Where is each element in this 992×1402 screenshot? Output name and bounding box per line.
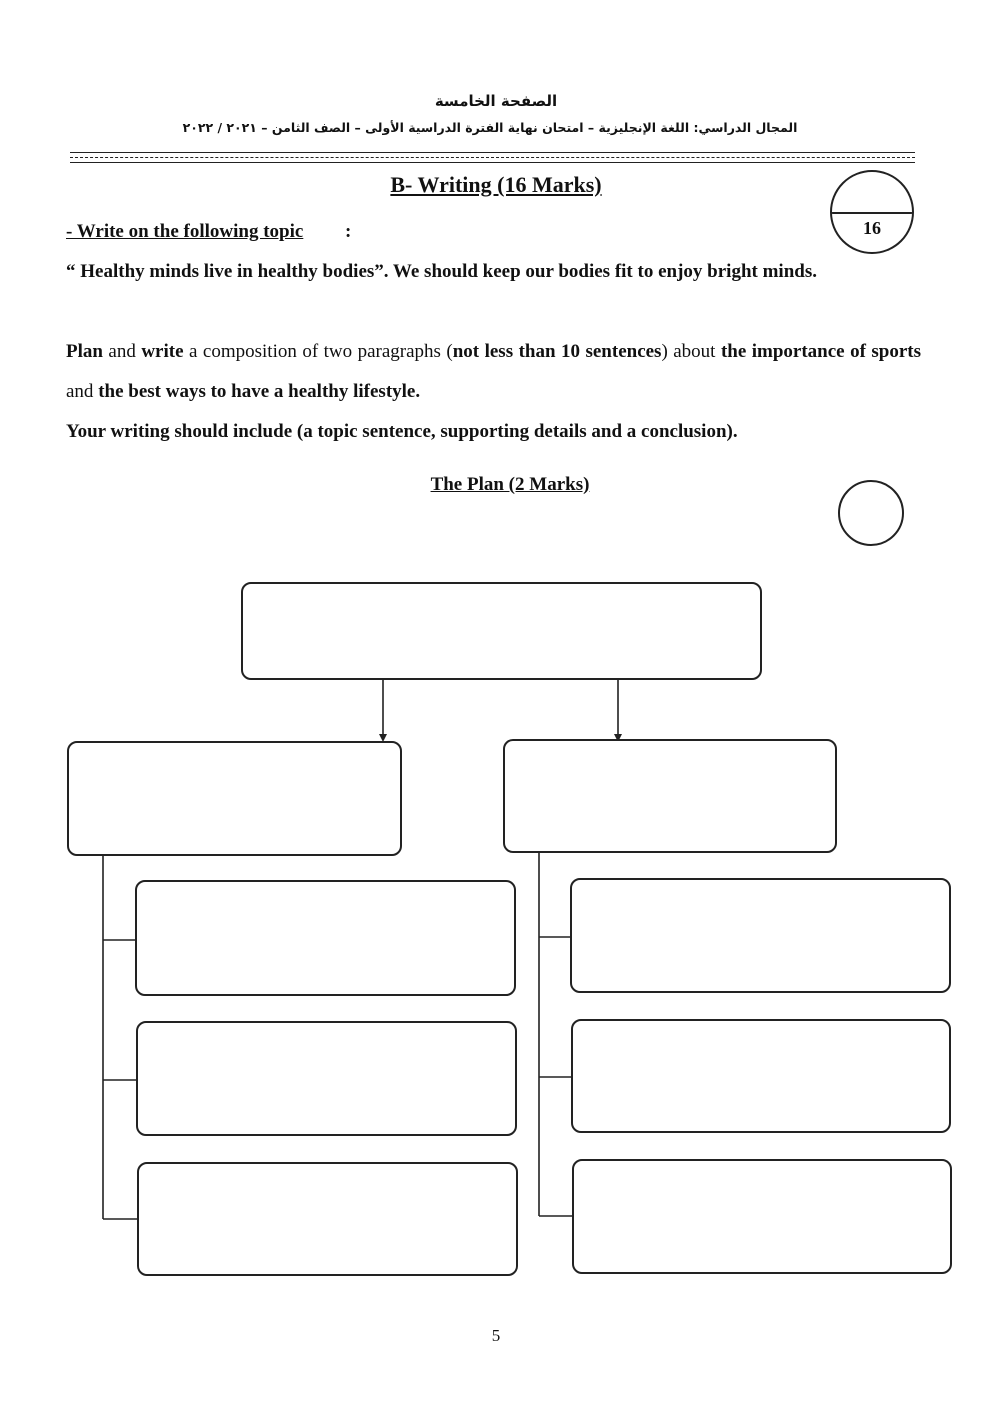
plan-paragraph-2-box[interactable] [503, 739, 837, 853]
task-write: write [141, 341, 184, 362]
topic-quote: “ Healthy minds live in healthy bodies”. We should keep our bodies fit to enjoy bright minds. [66, 261, 817, 282]
task-and-2: and [66, 381, 99, 402]
plan-title: The Plan (2 Marks) [430, 474, 590, 495]
marks-total: 16 [863, 218, 881, 238]
instruction-colon: : [345, 221, 352, 242]
writing-requirements: Your writing should include (a topic sentence, supporting details and a conclusion). [66, 421, 738, 442]
task-and-1: and [102, 341, 142, 362]
plan-main-idea-box[interactable] [241, 582, 762, 680]
page-number: 5 [491, 1326, 501, 1345]
plan-detail-2c-box[interactable] [572, 1159, 952, 1274]
task-composition: a composition of two paragraphs ( [183, 341, 453, 362]
plan-paragraph-1-box[interactable] [67, 741, 402, 856]
plan-detail-1b-box[interactable] [136, 1021, 517, 1136]
page-label: الصفحة الخامسة [434, 92, 558, 110]
task-topic-2: the best ways to have a healthy lifestyle. [98, 381, 421, 402]
plan-detail-2b-box[interactable] [571, 1019, 951, 1133]
plan-detail-1c-box[interactable] [137, 1162, 518, 1276]
plan-detail-2a-box[interactable] [570, 878, 951, 993]
task-about: ) about [661, 341, 721, 362]
task-plan: Plan [66, 341, 103, 362]
section-title: B- Writing (16 Marks) [390, 172, 602, 197]
plan-detail-1a-box[interactable] [135, 880, 516, 996]
exam-subtitle: المجال الدراسي: اللغة الإنجليزية – امتحان نهاية الفترة الدراسية الأولى – الصف الثامن – ٢٠٢١ / ٢٠٢٢ [182, 120, 798, 135]
task-topic-1: the importance of sports [720, 341, 921, 362]
instruction-heading: - Write on the following topic [66, 221, 304, 242]
task-length: not less than 10 sentences [452, 341, 662, 362]
